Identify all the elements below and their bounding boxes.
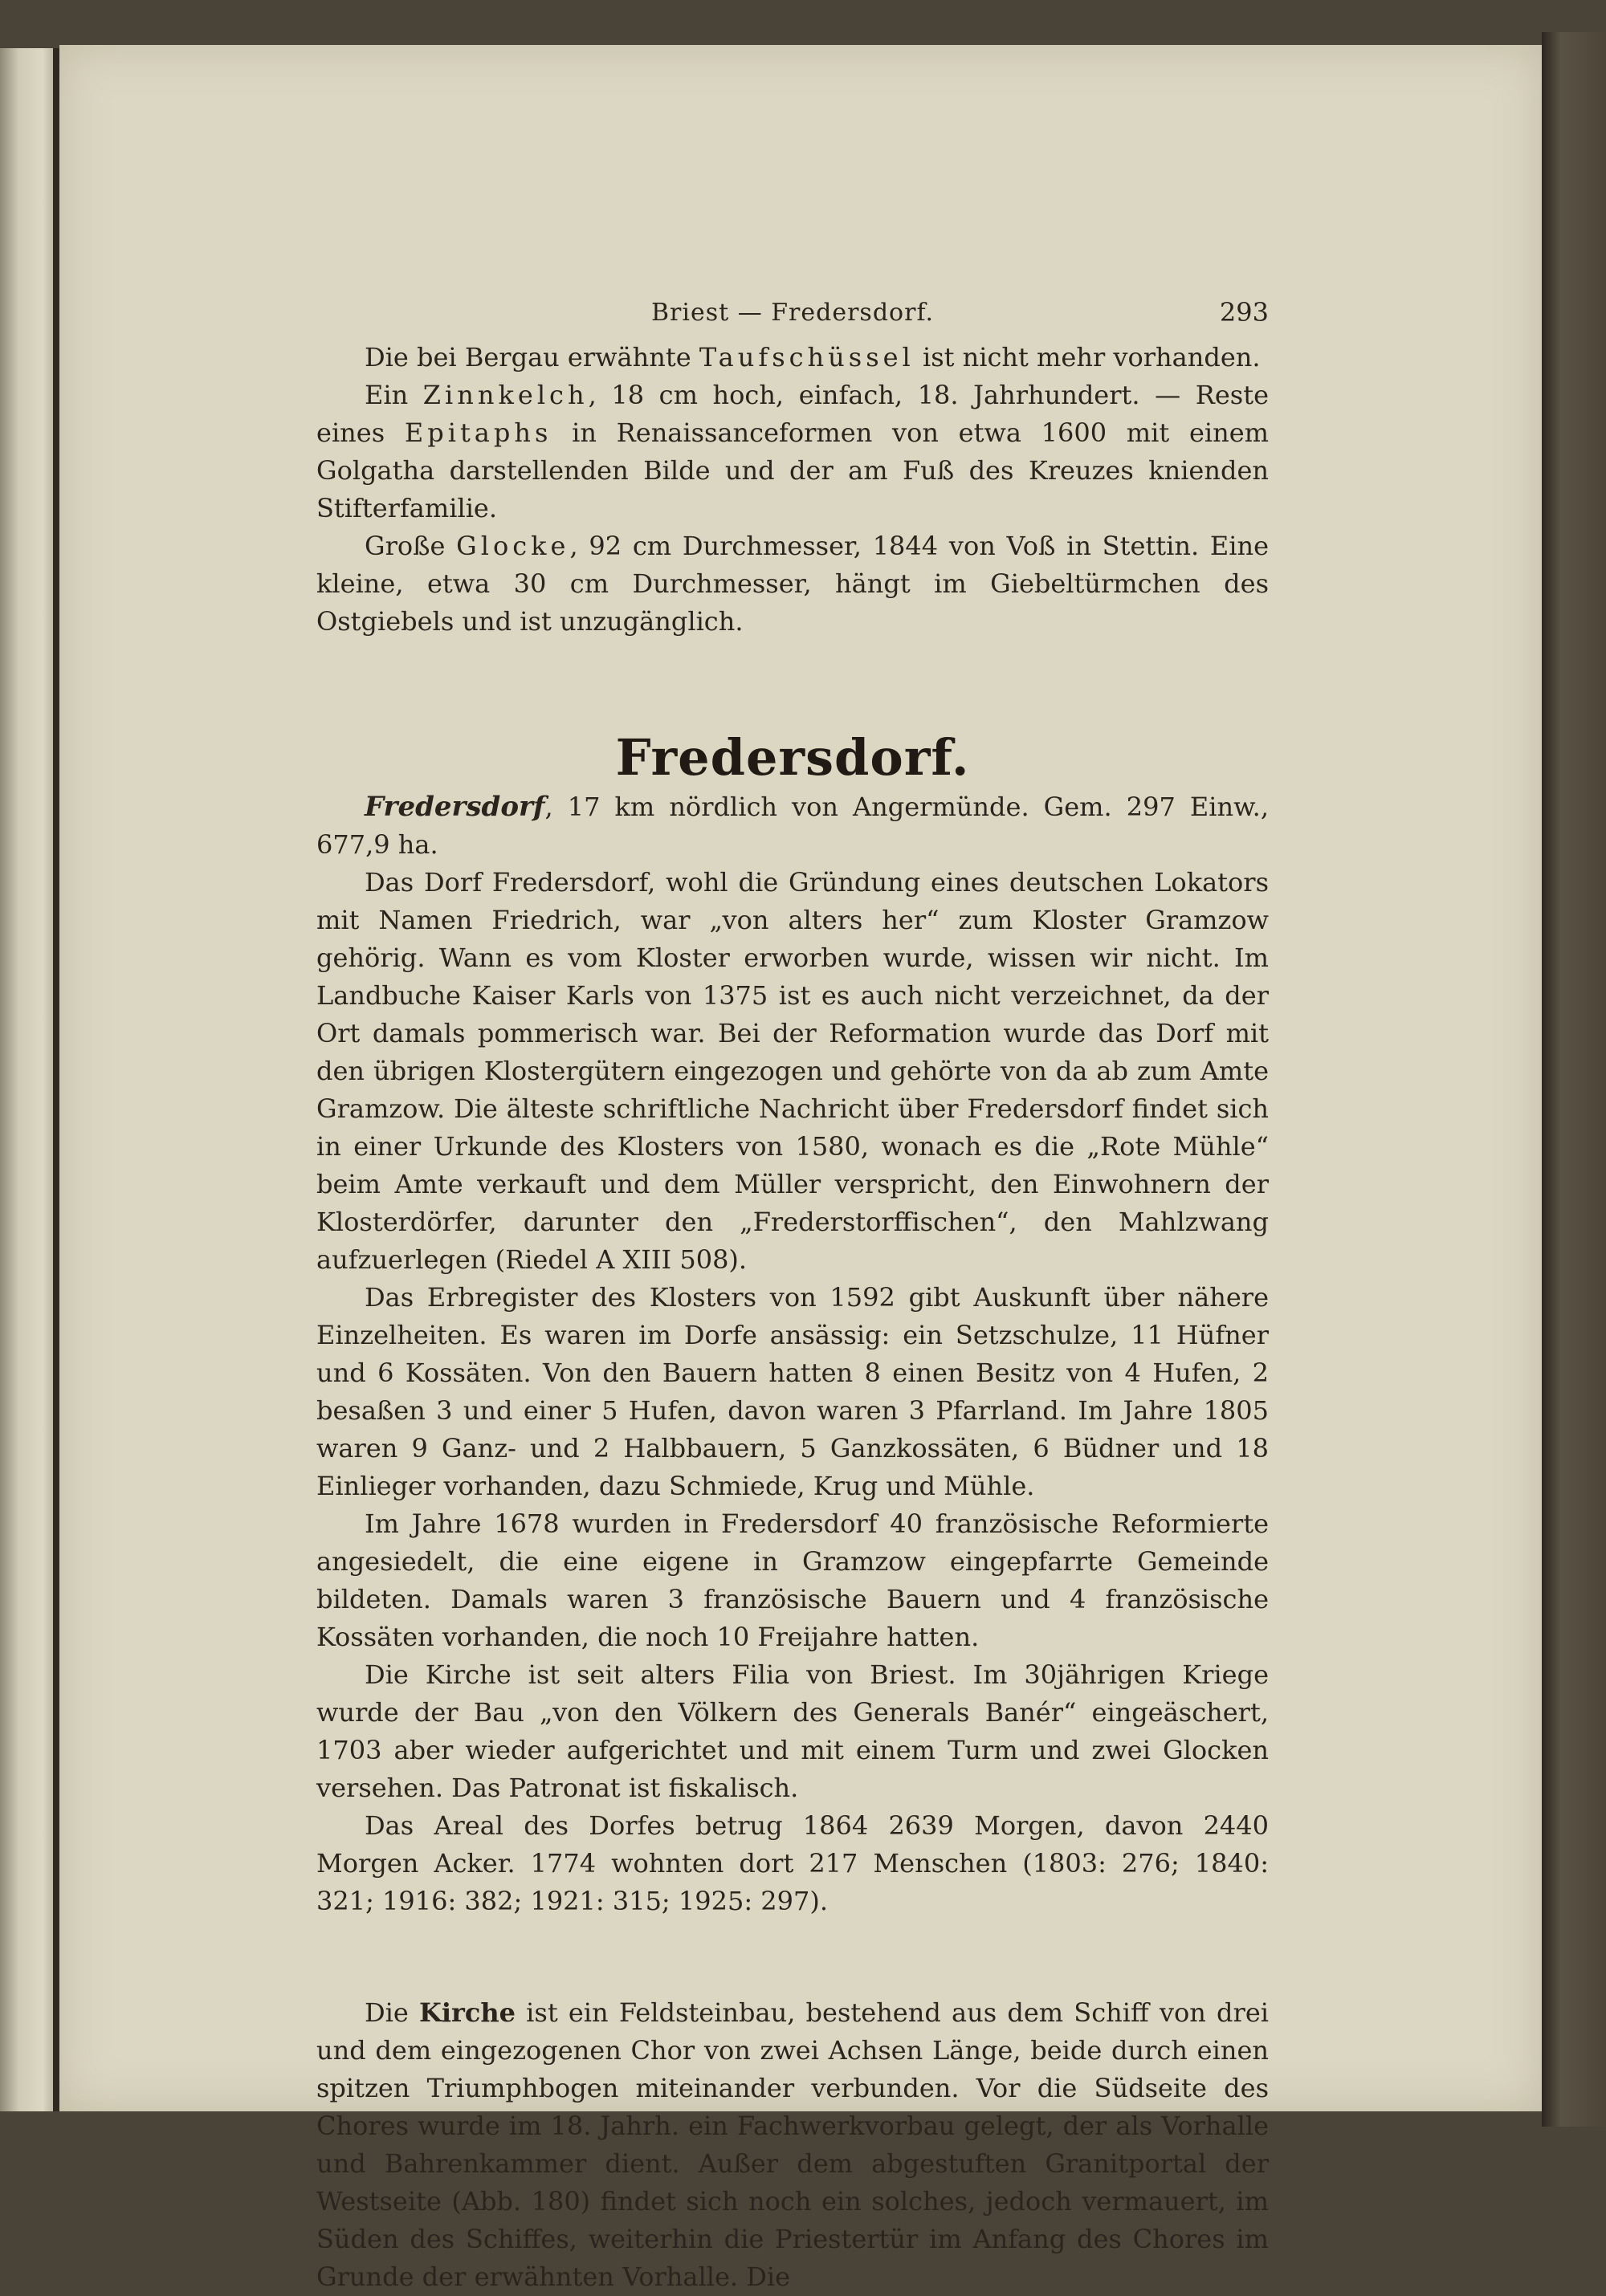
- section-gap: [316, 1920, 1269, 1994]
- paragraph-lead: Fredersdorf, 17 km nördlich von Angermünde. Gem. 297 Einw., 677,9 ha.: [316, 791, 1269, 860]
- paragraph-reformierte: Im Jahre 1678 wurden in Fredersdorf 40 französische Reformierte angesiedelt, die eine eigene in Gramzow eingepfarrte Gemeinde bildeten. Damals waren 3 französische Bauern und 4 französische Kossäten vorhanden, die noch 10 Freijahre hatten.: [316, 1508, 1269, 1652]
- paragraph-areal: Das Areal des Dorfes betrug 1864 2639 Morgen, davon 2440 Morgen Acker. 1774 wohnten dort 217 Menschen (1803: 276; 1840: 321; 1916: 382; 1921: 315; 1925: 297).: [316, 1810, 1269, 1916]
- paragraph-history: Das Dorf Fredersdorf, wohl die Gründung eines deutschen Lokators mit Namen Friedrich, war „von alters her“ zum Kloster Gramzow gehörig. Wann es vom Kloster erworben wurde, wissen wir nicht. Im Landbuche Kaiser Karls von 1375 ist es auch nicht verzeichnet, da der Ort damals pommerisch war. Bei der Reformation wurde das Dorf mit den übrigen Klostergütern eingezogen und gehörte von da ab zum Amte Gramzow. Die älteste schriftliche Nachricht über Fredersdorf findet sich in einer Urkunde des Klosters von 1580, wonach es die „Rote Mühle“ beim Amte verkauft und dem Müller verspricht, den Einwohnern der Klosterdörfer, darunter den „Frederstorffischen“, den Mahlzwang aufzuerlegen (Riedel A XIII 508).: [316, 867, 1269, 1275]
- paragraph-glocke: Große Glocke, 92 cm Durchmesser, 1844 von Voß in Stettin. Eine kleine, etwa 30 cm Durchmesser, hängt im Giebeltürmchen des Ostgiebels und ist unzugänglich.: [316, 531, 1269, 637]
- section-heading: Fredersdorf.: [615, 728, 970, 787]
- section-gap: [316, 641, 1269, 727]
- paragraph-filia: Die Kirche ist seit alters Filia von Briest. Im 30jährigen Kriege wurde der Bau „von den Völkern des Generals Banér“ eingeäschert, 1703 aber wieder aufgerichtet und mit einem Turm und zwei Glocken versehen. Das Patronat ist fiskalisch.: [316, 1659, 1269, 1803]
- left-page-edge: [0, 48, 53, 2111]
- paragraph-taufschuessel: Die bei Bergau erwähnte Taufschüssel ist nicht mehr vorhanden.: [365, 342, 1261, 372]
- running-head: [316, 294, 1269, 339]
- paragraph-zinnkelch: Ein Zinnkelch, 18 cm hoch, einfach, 18. Jahrhundert. — Reste eines Epitaphs in Renaissanceformen von etwa 1600 mit einem Golgatha darstellenden Bilde und der am Fuß des Kreuzes knienden Stifterfamilie.: [316, 380, 1270, 523]
- running-head-title: Briest — Fredersdorf.: [650, 299, 935, 327]
- paragraph-erbregister: Das Erbregister des Klosters von 1592 gibt Auskunft über nähere Einzelheiten. Es waren im Dorfe ansässig: ein Setzschulze, 11 Hüfner und 6 Kossäten. Von den Bauern hatten 8 einen Besitz von 4 Hufen, 2 besaßen 3 und einer 5 Hufen, davon waren 3 Pfarrland. Im Jahre 1805 waren 9 Ganz- und 2 Halbbauern, 5 Ganzkossäten, 6 Büdner und 18 Einlieger vorhanden, dazu Schmiede, Krug und Mühle.: [316, 1282, 1269, 1501]
- paragraph-kirche: Die Kirche ist ein Feldsteinbau, bestehend aus dem Schiff von drei und dem eingezogenen Chor von zwei Achsen Länge, beide durch einen spitzen Triumphbogen miteinander verbunden. Vor die Südseite des Chores wurde im 18. Jahrh. ein Fachwerkvorbau gelegt, der als Vorhalle und Bahrenkammer dient. Außer dem abgestuften Granitportal der Westseite (Abb. 180) findet sich noch ein solches, jedoch vermauert, im Süden des Schiffes, weiterhin die Priestertür im Anfang des Chores im Grunde der erwähnten Vorhalle. Die: [316, 1997, 1270, 2292]
- book-cover-edge: [1542, 32, 1606, 2127]
- book-page: [59, 45, 1542, 2292]
- page-number: 293: [1219, 297, 1269, 328]
- book-gutter: [53, 48, 59, 2111]
- page-content: [316, 294, 1269, 2296]
